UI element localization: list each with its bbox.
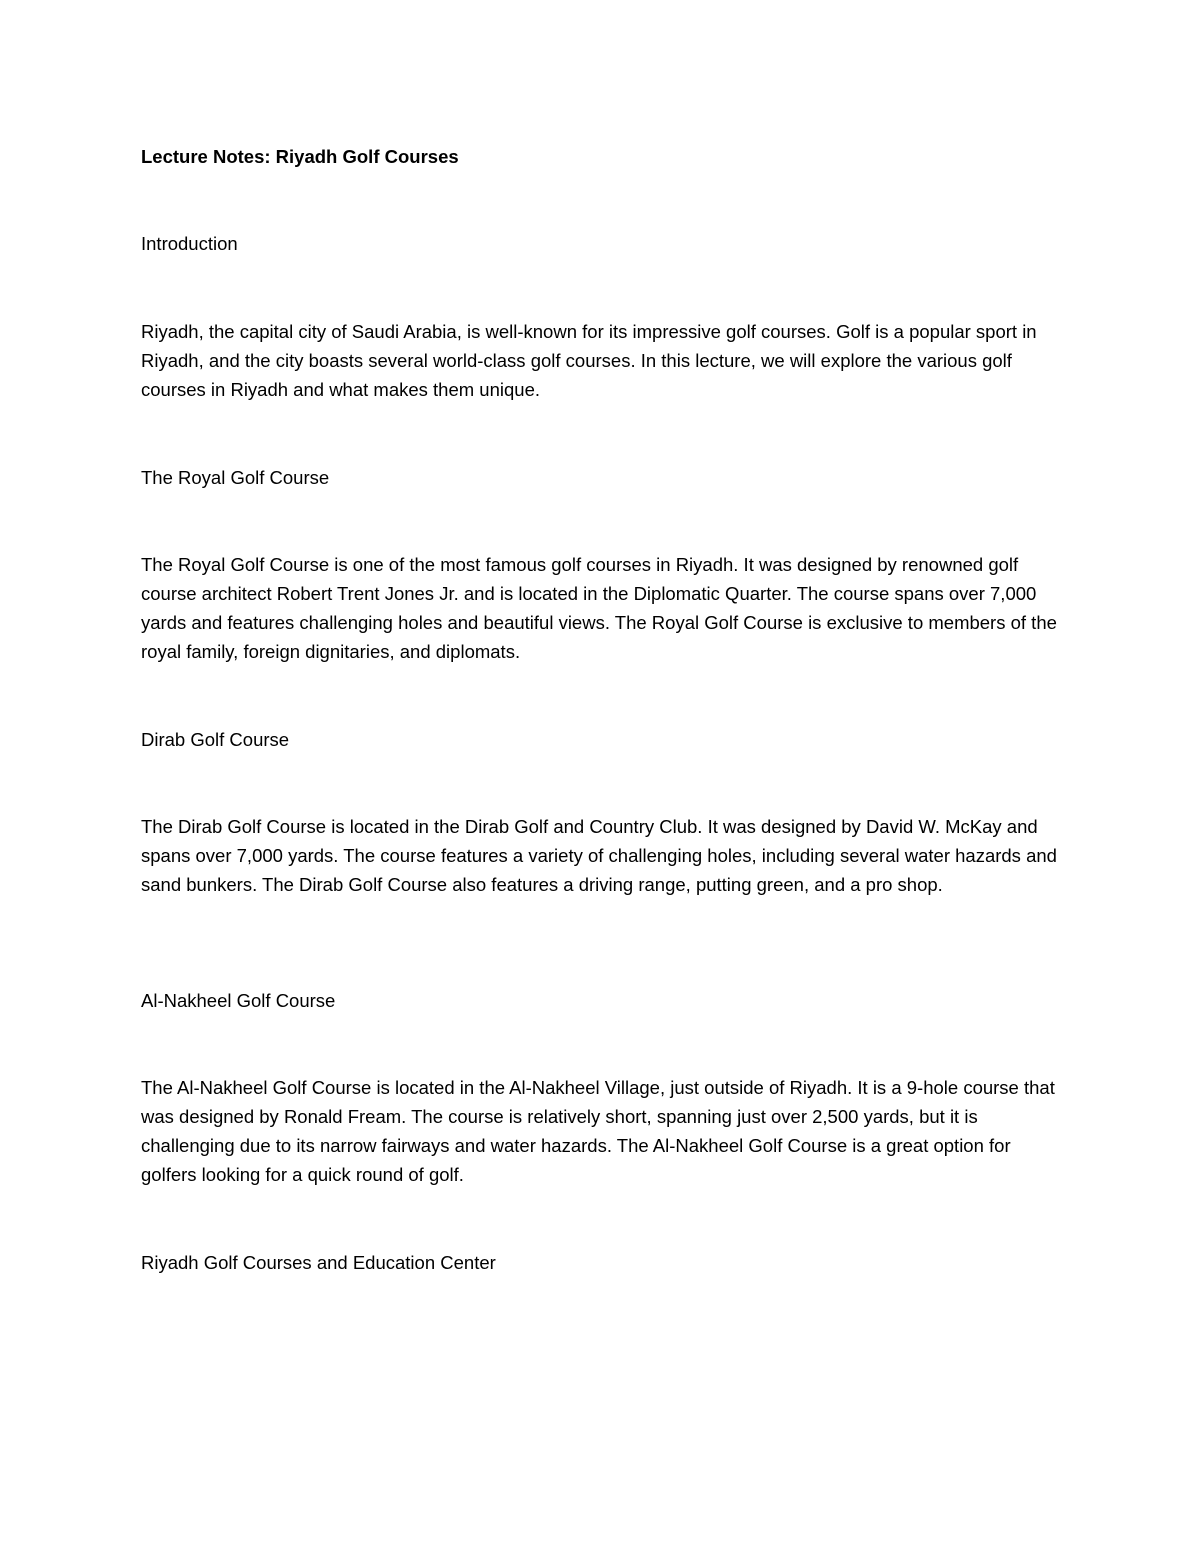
document-title: Lecture Notes: Riyadh Golf Courses bbox=[141, 146, 459, 167]
section-heading-education-center: Riyadh Golf Courses and Education Center bbox=[141, 1252, 496, 1273]
section-heading-al-nakheel-golf-course: Al-Nakheel Golf Course bbox=[141, 990, 336, 1011]
section-body-dirab-golf-course: The Dirab Golf Course is located in the Dirab Golf and Country Club. It was designed by David W. McKay and spans over 7,000 yards. The course features a variety of challenging holes, including several water hazards and sand bunkers. The Dirab Golf Course also features a driving range, putting green, and a pro shop. bbox=[141, 816, 1057, 895]
section-heading-royal-golf-course: The Royal Golf Course bbox=[141, 467, 330, 488]
section-body-al-nakheel-golf-course: The Al-Nakheel Golf Course is located in the Al-Nakheel Village, just outside of Riyadh. It is a 9-hole course that was designed by Ronald Fream. The course is relatively short, spanning just over 2,500 yards, but it is challenging due to its narrow fairways and water hazards. The Al-Nakheel Golf Course is a great option for golfers looking for a quick round of golf. bbox=[141, 1077, 1055, 1185]
section-heading-introduction: Introduction bbox=[141, 233, 238, 254]
section-heading-dirab-golf-course: Dirab Golf Course bbox=[141, 729, 290, 750]
section-body-royal-golf-course: The Royal Golf Course is one of the most famous golf courses in Riyadh. It was designed by renowned golf course architect Robert Trent Jones Jr. and is located in the Diplomatic Quarter. The course spans over 7,000 yards and features challenging holes and beautiful views. The Royal Golf Course is exclusive to members of the royal family, foreign dignitaries, and diplomats. bbox=[141, 554, 1057, 662]
section-body-introduction: Riyadh, the capital city of Saudi Arabia, is well-known for its impressive golf courses. Golf is a popular sport in Riyadh, and the city boasts several world-class golf courses. In this lecture, we will explore the various golf courses in Riyadh and what makes them unique. bbox=[141, 321, 1037, 400]
